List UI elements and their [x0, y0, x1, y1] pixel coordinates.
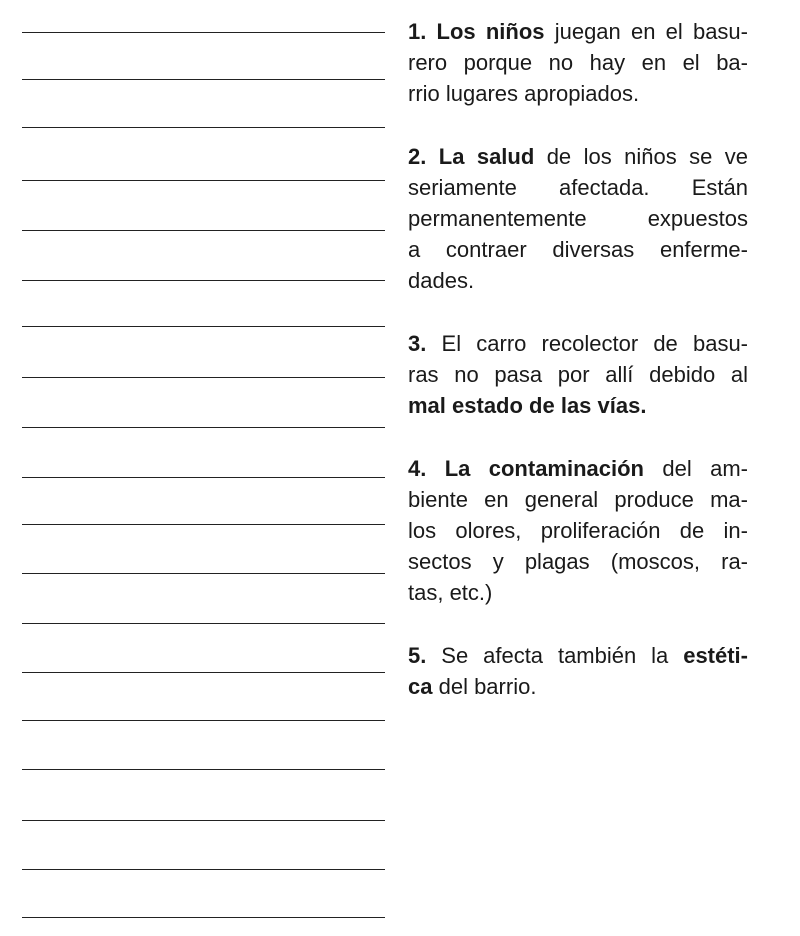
text: rero porque no hay en el ba-	[408, 50, 748, 75]
bold-text: 5.	[408, 643, 427, 668]
text: los olores, proliferación de in-	[408, 518, 748, 543]
text-line	[408, 577, 748, 608]
answer-line[interactable]	[22, 573, 385, 574]
text: biente en general produce ma-	[408, 487, 748, 512]
answer-line[interactable]	[22, 524, 385, 525]
text: El carro recolector de basu-	[426, 331, 748, 356]
answer-line[interactable]	[22, 280, 385, 281]
text-line	[408, 78, 748, 109]
bold-text: 2. La salud	[408, 144, 535, 169]
text: seriamente afectada. Están	[408, 175, 748, 200]
text-line	[408, 453, 748, 484]
text-line	[408, 390, 748, 421]
text: del am-	[644, 456, 748, 481]
text: juegan en el basu-	[544, 19, 748, 44]
answer-line[interactable]	[22, 326, 385, 327]
text-line	[408, 16, 748, 47]
text-line	[408, 640, 748, 671]
text: Se afecta también la	[426, 643, 684, 668]
text: sectos y plagas (moscos, ra-	[408, 549, 748, 574]
text: permanentemente expuestos	[408, 206, 748, 231]
answer-line[interactable]	[22, 820, 385, 821]
text: ras no pasa por allí debido al	[408, 362, 748, 387]
answer-line[interactable]	[22, 377, 385, 378]
bold-text: 1. Los niños	[408, 19, 545, 44]
text-line	[408, 515, 748, 546]
answer-line[interactable]	[22, 180, 385, 181]
text: del barrio.	[432, 674, 537, 699]
answer-line[interactable]	[22, 427, 385, 428]
bold-text: 4. La contaminación	[408, 456, 644, 481]
answer-line[interactable]	[22, 672, 385, 673]
answer-line[interactable]	[22, 477, 385, 478]
statement-2	[408, 141, 748, 296]
text-line	[408, 359, 748, 390]
text: tas, etc.)	[408, 580, 493, 605]
text-line	[408, 328, 748, 359]
bold-text: mal estado de las vías.	[408, 393, 647, 418]
bold-text: estéti-	[683, 643, 748, 668]
answer-line[interactable]	[22, 623, 385, 624]
answer-line[interactable]	[22, 869, 385, 870]
text-line	[408, 234, 748, 265]
answer-line[interactable]	[22, 32, 385, 33]
text-line	[408, 47, 748, 78]
answer-line[interactable]	[22, 127, 385, 128]
text: a contraer diversas enferme-	[408, 237, 748, 262]
bold-text: 3.	[408, 331, 427, 356]
text-line	[408, 265, 748, 296]
text: rrio lugares apropiados.	[408, 81, 640, 106]
text-line	[408, 203, 748, 234]
answer-line[interactable]	[22, 769, 385, 770]
statement-4	[408, 453, 748, 608]
statement-5	[408, 640, 748, 702]
text-line	[408, 172, 748, 203]
text-line	[408, 141, 748, 172]
answer-line[interactable]	[22, 230, 385, 231]
answer-line[interactable]	[22, 720, 385, 721]
text-line	[408, 546, 748, 577]
statement-3	[408, 328, 748, 421]
answer-line[interactable]	[22, 917, 385, 918]
text: dades.	[408, 268, 475, 293]
statement-1	[408, 16, 748, 109]
text-line	[408, 671, 748, 702]
bold-text: ca	[408, 674, 433, 699]
text-line	[408, 484, 748, 515]
text: de los niños se ve	[534, 144, 748, 169]
answer-line[interactable]	[22, 79, 385, 80]
